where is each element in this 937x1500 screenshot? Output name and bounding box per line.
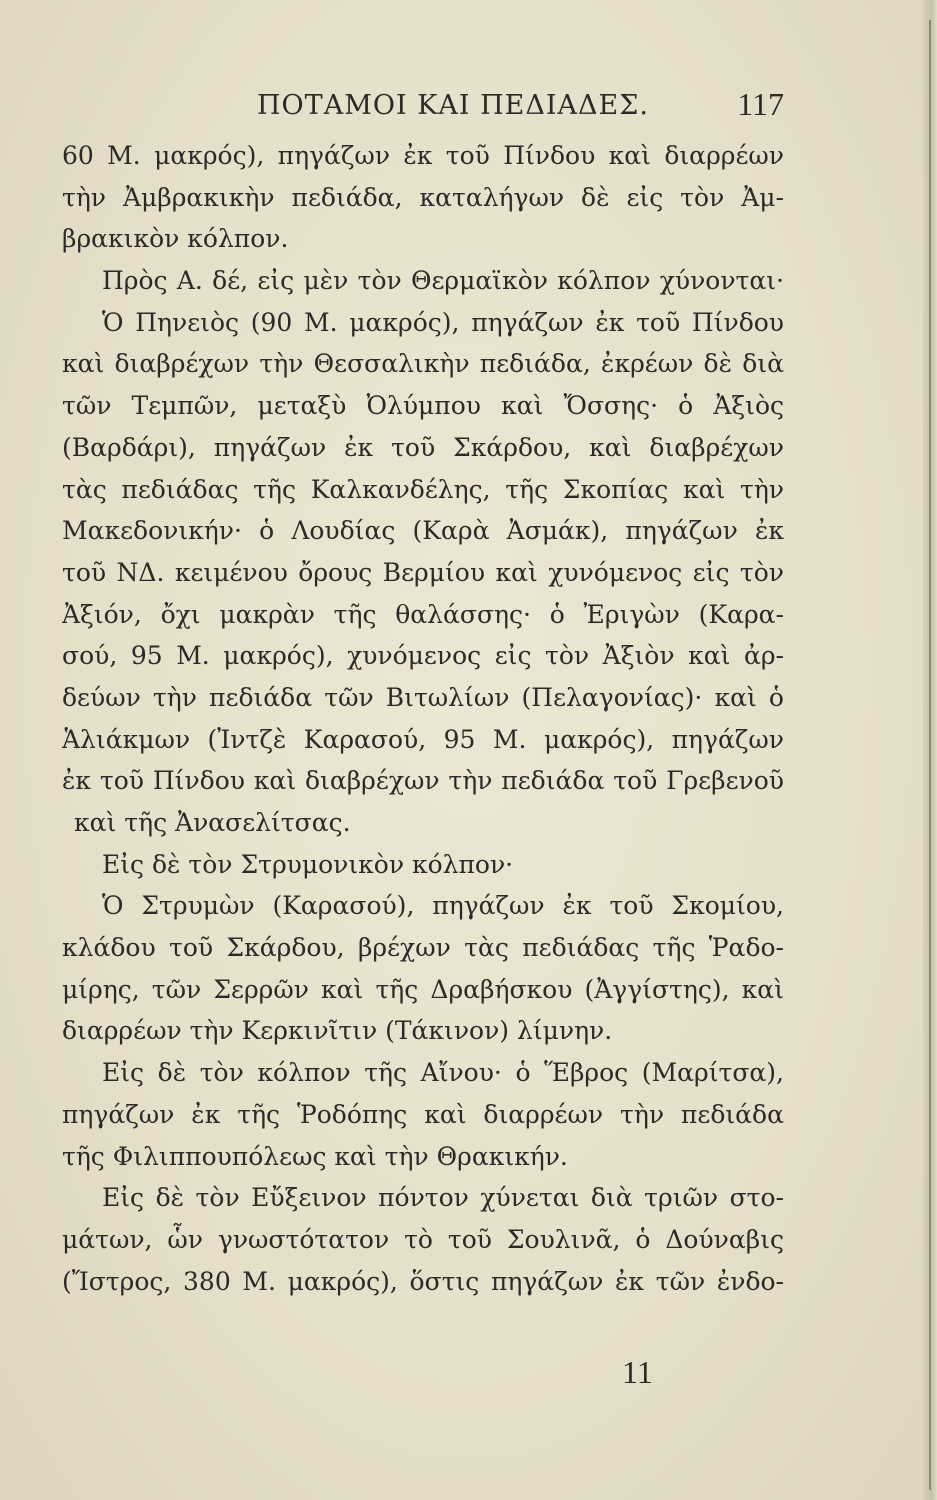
body-text bbox=[62, 135, 784, 1302]
text-line: Ἁλιάκμων (Ἰντζὲ Καρασού, 95 Μ. μακρός), πηγάζων bbox=[62, 724, 784, 754]
text-line: καὶ τῆς Ἀνασελίτσας. bbox=[74, 808, 351, 837]
text-line: Εἰς δὲ τὸν Στρυμονικὸν κόλπον· bbox=[102, 849, 514, 879]
text-line: βρακικὸν κόλπον. bbox=[62, 224, 289, 254]
page-header bbox=[62, 86, 784, 126]
text-line: καὶ διαβρέχων τὴν Θεσσαλικὴν πεδιάδα, ἐκρέων δὲ διὰ bbox=[62, 349, 784, 379]
binding-edge-line bbox=[929, 20, 931, 1490]
text-line: ἐκ τοῦ Πίνδου καὶ διαβρέχων τὴν πεδιάδα τοῦ Γρεβενοῦ bbox=[62, 766, 784, 796]
text-line: (Βαρδάρι), πηγάζων ἐκ τοῦ Σκάρδου, καὶ διαβρέχων bbox=[62, 432, 784, 462]
text-line: Εἰς δὲ τὸν Εὔξεινον πόντον χύνεται διὰ τριῶν στο- bbox=[102, 1183, 784, 1213]
text-line: μίρης, τῶν Σερρῶν καὶ τῆς Δραβήσκου (Ἀγγίστης), καὶ bbox=[62, 974, 784, 1004]
text-line: Πρὸς Α. δέ, εἰς μὲν τὸν Θερμαϊκὸν κόλπον χύνονται· bbox=[102, 266, 784, 296]
text-line: δεύων τὴν πεδιάδα τῶν Βιτωλίων (Πελαγονίας)· καὶ ὁ bbox=[62, 682, 784, 712]
text-line: Ὁ Πηνειὸς (90 Μ. μακρός), πηγάζων ἐκ τοῦ Πίνδου bbox=[102, 307, 784, 337]
text-line: διαρρέων τὴν Κερκινῖτιν (Τάκινον) λίμνην. bbox=[62, 1016, 613, 1046]
text-line: (Ἴστρος, 380 Μ. μακρός), ὅστις πηγάζων ἐκ τῶν ἐνδο- bbox=[62, 1266, 784, 1296]
text-line: Ὁ Στρυμὼν (Καρασού), πηγάζων ἐκ τοῦ Σκομίου, bbox=[102, 891, 784, 921]
page-number: 117 bbox=[737, 86, 784, 122]
text-line: μάτων, ὧν γνωστότατον τὸ τοῦ Σουλινᾶ, ὁ Δούναβις bbox=[62, 1224, 784, 1254]
text-line: τῶν Τεμπῶν, μεταξὺ Ὀλύμπου καὶ Ὄσσης· ὁ Ἀξιὸς bbox=[62, 391, 784, 421]
running-head: ΠΟΤΑΜΟΙ ΚΑΙ ΠΕΔΙΑΔΕΣ. bbox=[257, 90, 649, 121]
text-line: σού, 95 Μ. μακρός), χυνόμενος εἰς τὸν Ἀξιὸν καὶ ἀρ- bbox=[62, 641, 784, 671]
text-line: κλάδου τοῦ Σκάρδου, βρέχων τὰς πεδιάδας τῆς Ῥαδο- bbox=[62, 933, 784, 963]
text-line: τὰς πεδιάδας τῆς Καλκανδέλης, τῆς Σκοπίας καὶ τὴν bbox=[62, 474, 784, 504]
text-line: 60 Μ. μακρός), πηγάζων ἐκ τοῦ Πίνδου καὶ διαρρέων bbox=[62, 141, 784, 170]
text-line: τὴν Ἀμβρακικὴν πεδιάδα, καταλήγων δὲ εἰς τὸν Ἀμ- bbox=[62, 182, 784, 212]
page-gutter bbox=[923, 0, 937, 1500]
signature-mark: 11 bbox=[622, 1354, 653, 1390]
text-line: πηγάζων ἐκ τῆς Ῥοδόπης καὶ διαρρέων τὴν πεδιάδα bbox=[62, 1099, 784, 1129]
text-line: τῆς Φιλιππουπόλεως καὶ τὴν Θρακικήν. bbox=[62, 1141, 568, 1171]
text-line: τοῦ ΝΔ. κειμένου ὄρους Βερμίου καὶ χυνόμενος εἰς τὸν bbox=[62, 557, 784, 587]
text-line: Μακεδονικήν· ὁ Λουδίας (Καρὰ Ἀσμάκ), πηγάζων ἐκ bbox=[62, 516, 784, 546]
text-line: Εἰς δὲ τὸν κόλπον τῆς Αἴνου· ὁ Ἕβρος (Μαρίτσα), bbox=[102, 1058, 784, 1088]
text-line: Ἀξιόν, ὄχι μακρὰν τῆς θαλάσσης· ὁ Ἐριγὼν (Καρα- bbox=[62, 599, 784, 629]
